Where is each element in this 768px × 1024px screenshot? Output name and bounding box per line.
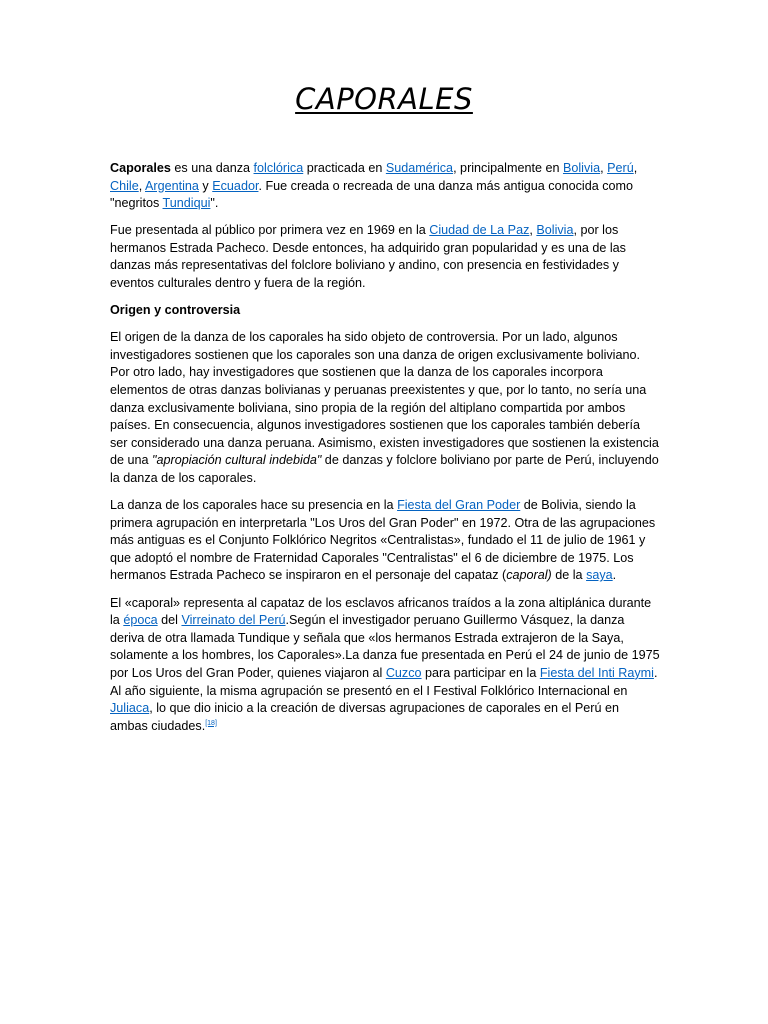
text-run: Fue presentada al público por primera vez en 1969 en la <box>110 223 430 238</box>
link-saya[interactable]: saya <box>586 568 613 583</box>
text-run: de Bolivia, siendo la primera agrupación en interpretarla "Los Uros del Gran Poder" en 1972. Otra de las agrupaciones más antiguas es el Conjunto Folklórico Negritos «Centralistas», fundado el 11 de julio de 1961 y que adoptó el nombre de Fraternidad Caporales "Centralistas" el 6 de diciembre de 1975. Los hermanos Estrada Pacheco se inspiraron en el personaje del capataz ( <box>110 498 656 583</box>
text-run: , lo que dio inicio a la creación de diversas agrupaciones de caporales en el Perú en ambas ciudades. <box>110 701 619 733</box>
text-run: de la <box>551 568 587 583</box>
text-run: es una danza <box>170 161 254 175</box>
text-run: ". <box>210 196 219 211</box>
heading-text: Origen y controversia <box>110 303 241 318</box>
italic-run: caporal) <box>506 568 552 583</box>
link-epoca[interactable]: época <box>123 613 158 628</box>
link-cuzco[interactable]: Cuzco <box>385 665 422 680</box>
paragraph-caporal-meaning <box>110 595 660 736</box>
text-run: La danza de los caporales hace su presencia en la <box>110 498 398 513</box>
link-bolivia[interactable]: Bolivia <box>562 161 601 175</box>
link-fiesta-gran-poder[interactable]: Fiesta del Gran Poder <box>397 498 521 513</box>
text-run: , por los hermanos Estrada Pacheco. Desde entonces, ha adquirido gran popularidad y es una de las danzas más representativas del folclore boliviano y andino, con presencia en festividades y eventos culturales dentro y fuera de la región. <box>110 223 626 291</box>
link-folclorica[interactable]: folclórica <box>253 161 304 175</box>
term-caporales: Caporales <box>110 161 171 175</box>
link-sudamerica[interactable]: Sudamérica <box>385 161 454 175</box>
link-ciudad-la-paz[interactable]: Ciudad de La Paz <box>429 223 530 238</box>
text-run: . Al año siguiente, la misma agrupación se presentó en el I Festival Folklórico Internacional en <box>110 665 658 698</box>
text-run: de danzas y folclore boliviano por parte de Perú, incluyendo la danza de los caporales. <box>110 453 659 485</box>
italic-run: "apropiación cultural indebida" <box>152 453 322 468</box>
heading-origen <box>110 302 660 320</box>
text-run: El origen de la danza de los caporales ha sido objeto de controversia. Por un lado, algunos investigadores sostienen que los caporales son una danza de origen exclusivamente boliviano. Por otro lado, hay investigadores que sostienen que la danza de los caporales incorpora elementos de otras danzas bolivianas y peruanas preexistentes y que, por lo tanto, no sería una danza exclusivamente boliviana, sino propia de la región del altiplano compartida por ambos países. En consecuencia, algunos investigadores sostienen que los caporales también debería ser considerado una danza peruana. Asimismo, existen investigadores que sostienen la existencia de una <box>110 330 659 468</box>
link-tundiqui[interactable]: Tundiqui <box>162 196 211 211</box>
text-run: del <box>157 613 182 628</box>
link-argentina[interactable]: Argentina <box>145 178 199 193</box>
paragraph-controversy <box>110 329 660 487</box>
paragraph-presentation <box>110 222 660 292</box>
link-virreinato-peru[interactable]: Virreinato del Perú <box>181 613 286 628</box>
link-bolivia-2[interactable]: Bolivia <box>536 223 574 238</box>
link-ecuador[interactable]: Ecuador <box>212 178 259 193</box>
document-body <box>110 160 660 745</box>
reference-link[interactable]: [18] <box>205 719 217 727</box>
text-run: , <box>138 178 146 193</box>
text-run: . Fue creada o recreada de una danza más antigua conocida como "negritos <box>110 178 634 211</box>
text-run: , <box>600 161 608 175</box>
text-run: . <box>612 568 617 583</box>
text-run: El «caporal» representa al capataz de los esclavos africanos traídos a la zona altiplánica durante la <box>110 595 652 628</box>
text-run: , principalmente en <box>453 161 563 175</box>
text-run: y <box>198 178 213 193</box>
text-run: , <box>633 161 638 175</box>
paragraph-gran-poder <box>110 497 660 585</box>
link-juliaca[interactable]: Juliaca <box>110 701 150 716</box>
document-title: CAPORALES <box>295 82 473 116</box>
link-peru[interactable]: Perú <box>607 161 634 175</box>
text-run: , <box>529 223 537 238</box>
link-chile[interactable]: Chile <box>110 178 139 193</box>
paragraph-intro <box>110 160 660 213</box>
text-run: para participar en la <box>421 665 540 680</box>
link-fiesta-inti-raymi[interactable]: Fiesta del Inti Raymi <box>539 665 654 680</box>
text-run: .Según el investigador peruano Guillermo Vásquez, la danza deriva de otra llamada Tundique y señala que «los hermanos Estrada extrajeron de la Saya, solamente a los hombres, los Caporales».La danza fue presentada en Perú el 24 de junio de 1975 por Los Uros del Gran Poder, quienes viajaron al <box>110 613 660 680</box>
text-run: practicada en <box>303 161 386 175</box>
